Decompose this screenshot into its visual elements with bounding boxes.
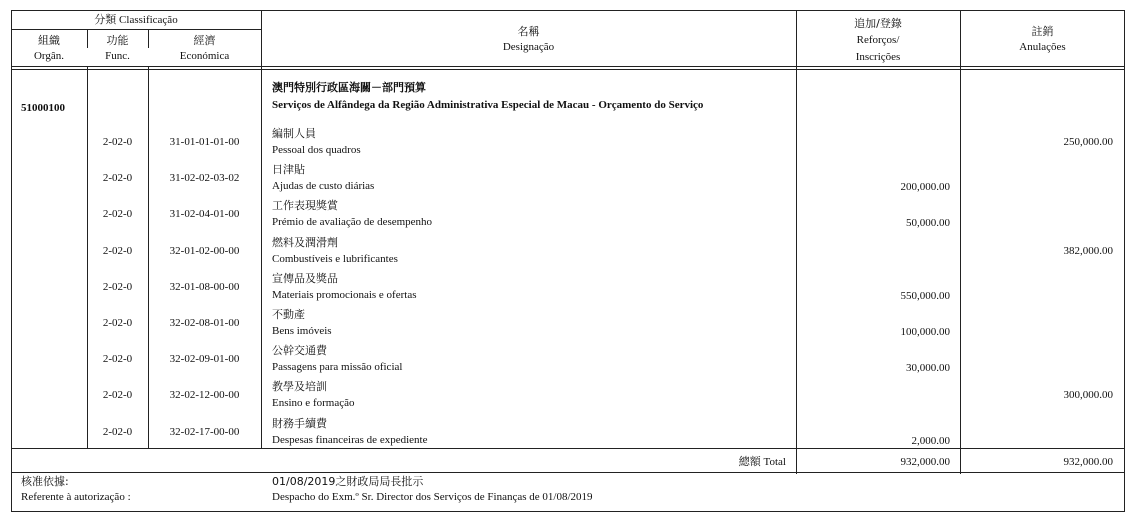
row-name-zh: 燃料及潤滑劑 — [272, 236, 338, 249]
divider — [960, 10, 961, 474]
row-econ-code: 32-01-02-00-00 — [169, 245, 240, 257]
row-reinforcement: 50,000.00 — [906, 217, 950, 229]
row-annulment: 300,000.00 — [1063, 389, 1113, 401]
designation-header-zh: 名稱 — [517, 25, 540, 38]
row-func: 2-02-0 — [102, 281, 133, 293]
row-name-pt: Ensino e formação — [272, 397, 355, 409]
row-name-pt: Materiais promocionais e ofertas — [272, 289, 417, 301]
econ-header-zh: 經濟 — [193, 34, 216, 47]
row-name-zh: 日津貼 — [272, 163, 305, 176]
row-func: 2-02-0 — [102, 136, 133, 148]
divider — [11, 448, 1125, 449]
row-reinforcement: 2,000.00 — [911, 435, 950, 447]
row-name-pt: Pessoal dos quadros — [272, 144, 361, 156]
row-name-zh: 教學及培訓 — [272, 380, 327, 393]
row-name-pt: Combustíveis e lubrificantes — [272, 253, 398, 265]
row-econ-code: 32-02-09-01-00 — [169, 353, 240, 365]
authorization-text-zh: 01/08/2019之財政局局長批示 — [272, 475, 424, 488]
func-header-pt: Func. — [105, 50, 130, 62]
row-name-zh: 不動產 — [272, 308, 305, 321]
divider — [11, 66, 1125, 67]
total-reinforcement: 932,000.00 — [900, 456, 950, 468]
divider — [11, 69, 1125, 70]
annulment-header-pt: Anulações — [1019, 41, 1066, 53]
row-econ-code: 32-02-17-00-00 — [169, 426, 240, 438]
divider — [11, 29, 261, 30]
row-name-pt: Prémio de avaliação de desempenho — [272, 216, 433, 228]
entity-name-zh: 澳門特別行政區海關－部門預算 — [272, 81, 426, 94]
entity-name-pt: Serviços de Alfândega da Região Administrativa Especial de Macau - Orçamento do Serviço — [272, 99, 704, 111]
reinforcement-header-pt2: Inscrições — [855, 51, 901, 63]
designation-header-pt: Designação — [502, 41, 555, 53]
row-econ-code: 31-02-04-01-00 — [169, 208, 240, 220]
reinforcement-header-pt1: Reforços/ — [856, 34, 900, 46]
annulment-header-zh: 註銷 — [1031, 25, 1054, 38]
row-annulment: 382,000.00 — [1063, 245, 1113, 257]
authorization-label-pt: Referente à autorização : — [21, 491, 131, 503]
row-name-zh: 公幹交通費 — [272, 344, 327, 357]
row-econ-code: 32-02-12-00-00 — [169, 389, 240, 401]
row-reinforcement: 100,000.00 — [900, 326, 950, 338]
func-header-zh: 功能 — [106, 34, 129, 47]
authorization-text-pt: Despacho do Exm.º Sr. Director dos Serviços de Finanças de 01/08/2019 — [272, 491, 593, 503]
row-reinforcement: 550,000.00 — [900, 290, 950, 302]
row-func: 2-02-0 — [102, 426, 133, 438]
row-name-pt: Despesas financeiras de expediente — [272, 434, 428, 446]
divider — [796, 10, 797, 474]
classification-header: 分類 Classificação — [94, 14, 178, 26]
row-func: 2-02-0 — [102, 208, 133, 220]
row-econ-code: 31-02-02-03-02 — [169, 172, 240, 184]
row-name-zh: 編制人員 — [272, 127, 316, 140]
organ-header-pt: Orgân. — [33, 50, 65, 62]
divider — [261, 10, 262, 448]
organ-header-zh: 組織 — [38, 34, 60, 47]
row-econ-code: 32-02-08-01-00 — [169, 317, 240, 329]
row-name-zh: 宣傳品及獎品 — [272, 272, 338, 285]
row-name-zh: 工作表現獎賞 — [272, 199, 338, 212]
row-annulment: 250,000.00 — [1063, 136, 1113, 148]
row-func: 2-02-0 — [102, 245, 133, 257]
row-name-pt: Passagens para missão oficial — [272, 361, 403, 373]
row-reinforcement: 200,000.00 — [900, 181, 950, 193]
econ-header-pt: Económica — [179, 50, 230, 62]
row-reinforcement: 30,000.00 — [906, 362, 950, 374]
divider — [11, 472, 1125, 473]
row-name-zh: 財務手續費 — [272, 417, 327, 430]
total-annulment: 932,000.00 — [1063, 456, 1113, 468]
row-func: 2-02-0 — [102, 389, 133, 401]
row-name-pt: Ajudas de custo diárias — [272, 180, 375, 192]
row-func: 2-02-0 — [102, 353, 133, 365]
row-name-pt: Bens imóveis — [272, 325, 332, 337]
row-econ-code: 32-01-08-00-00 — [169, 281, 240, 293]
row-func: 2-02-0 — [102, 317, 133, 329]
reinforcement-header-zh: 追加/登錄 — [854, 17, 902, 30]
row-econ-code: 31-01-01-01-00 — [169, 136, 240, 148]
authorization-label-zh: 核准依據: — [21, 475, 69, 488]
entity-code: 51000100 — [21, 102, 65, 114]
row-func: 2-02-0 — [102, 172, 133, 184]
total-label: 總額 Total — [738, 456, 786, 468]
